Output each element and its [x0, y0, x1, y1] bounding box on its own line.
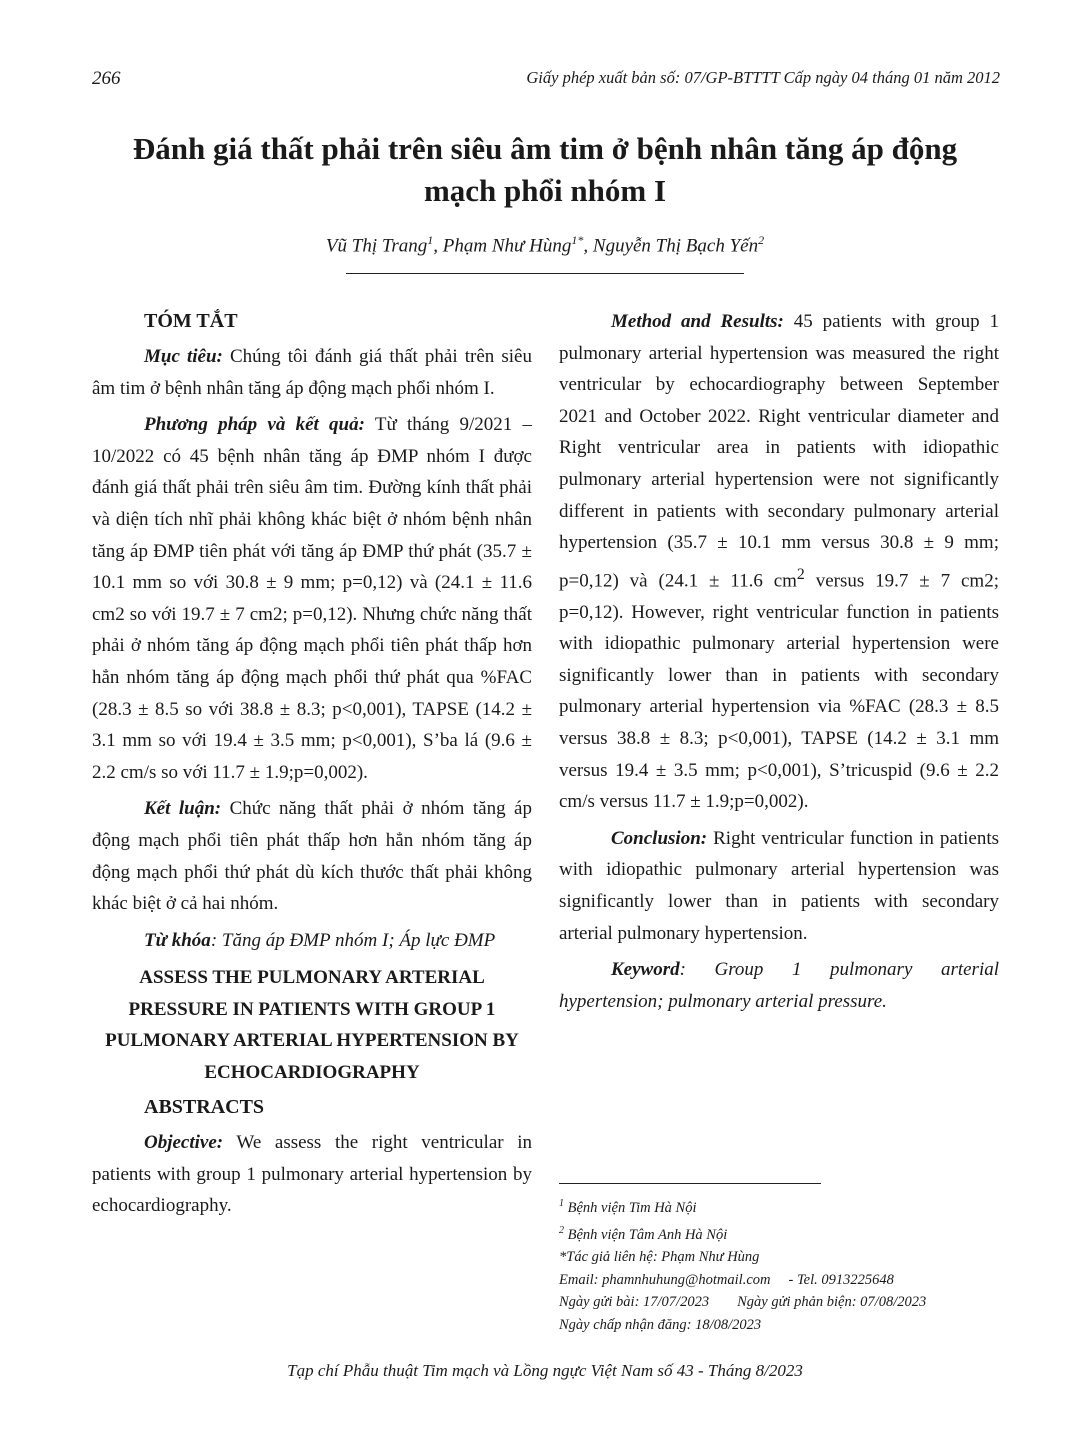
- superscript-2: 2: [796, 565, 805, 583]
- en-abstract-heading: ABSTRACTS: [144, 1096, 265, 1119]
- vi-objective-lead: Mục tiêu:: [144, 346, 223, 367]
- article-title: Đánh giá thất phải trên siêu âm tim ở bệnh nhân tăng áp động mạch phổi nhóm I: [132, 131, 958, 208]
- author-list: Vũ Thị Trang$^1$, Phạm Như Hùng$^{1*}$, Nguyễn Thị Bạch Yến$^2$: [325, 233, 765, 257]
- vi-methods-paragraph: [92, 409, 532, 788]
- affiliation-2: [559, 1220, 999, 1247]
- footnotes: [559, 1193, 999, 1337]
- vi-objective-paragraph: [92, 341, 532, 404]
- vi-keywords-paragraph: [92, 925, 532, 957]
- dates-line: [559, 1291, 999, 1314]
- en-keywords-paragraph: [559, 954, 999, 1017]
- right-column: [559, 306, 999, 1017]
- journal-footer: Tạp chí Phẫu thuật Tim mạch và Lồng ngực Việt Nam số 43 - Tháng 8/2023: [287, 1361, 803, 1380]
- contact-line: [559, 1269, 999, 1292]
- corresponding-author: *Tác giả liên hệ: Phạm Như Hùng: [559, 1249, 760, 1266]
- author-name: Nguyễn Thị Bạch Yến: [592, 235, 759, 257]
- email-text: Email: phamnhuhung@hotmail.com: [559, 1271, 771, 1288]
- en-methods-lead: Method and Results:: [611, 311, 784, 332]
- en-article-title: ASSESS THE PULMONARY ARTERIAL PRESSURE IN PATIENTS WITH GROUP 1 PULMONARY ARTERIAL HYPERTENSION BY ECHOCARDIOGRAPHY: [105, 967, 519, 1083]
- en-conclusion-paragraph: [559, 823, 999, 949]
- en-objective-text: We assess the right ventricular in patients with group 1 pulmonary arterial hypertension by echocardiography.: [92, 1132, 532, 1217]
- affiliation-text: Bệnh viện Tâm Anh Hà Nội: [564, 1226, 728, 1243]
- vi-conclusion-lead: Kết luận:: [144, 798, 222, 820]
- en-keywords-text: : Group 1 pulmonary arterial hypertension; pulmonary arterial pressure.: [559, 959, 999, 1012]
- en-keywords-lead: Keyword: [611, 959, 680, 981]
- en-objective-paragraph: [92, 1127, 532, 1222]
- left-column: [92, 306, 532, 1222]
- review-date: Ngày gửi phản biện: 07/08/2023: [737, 1294, 927, 1311]
- vi-keywords-text: : Tăng áp ĐMP nhóm I; Áp lực ĐMP: [210, 929, 496, 951]
- page-number: 266: [92, 68, 121, 89]
- vi-methods-lead: Phương pháp và kết quả:: [144, 414, 365, 436]
- author-affiliation-mark: 1: [427, 233, 434, 247]
- title-divider: [346, 273, 744, 274]
- vi-conclusion-text: Chức năng thất phải ở nhóm tăng áp động mạch phổi tiên phát thấp hơn hẳn nhóm tăng áp động mạch phổi thứ phát dù kích thước thất phải không khác biệt ở cả hai nhóm.: [92, 798, 532, 915]
- author-affiliation-mark: 1*: [571, 233, 584, 247]
- vi-conclusion-paragraph: [92, 793, 532, 919]
- vi-objective-text: Chúng tôi đánh giá thất phải trên siêu âm tim ở bệnh nhân tăng áp động mạch phổi nhóm I.: [92, 346, 532, 399]
- author-name: Phạm Như Hùng: [442, 235, 572, 257]
- affiliation-text: Bệnh viện Tim Hà Nội: [564, 1199, 697, 1216]
- affiliation-1: [559, 1193, 999, 1220]
- vi-abstract-heading: TÓM TẮT: [144, 310, 238, 332]
- en-conclusion-text: Right ventricular function in patients with idiopathic pulmonary arterial hypertension was significantly lower than in patients with secondary arterial pulmonary hypertension.: [559, 827, 999, 944]
- footnote-divider: [559, 1183, 821, 1184]
- accepted-date: Ngày chấp nhận đăng: 18/08/2023: [559, 1317, 762, 1334]
- author-name: Vũ Thị Trang: [325, 235, 428, 257]
- en-methods-paragraph: [559, 306, 999, 818]
- vi-keywords-lead: Từ khóa: [144, 929, 211, 951]
- en-methods-text: 45 patients with group 1 pulmonary arterial hypertension was measured the right ventricular by echocardiography between September 2021 and October 2022. Right ventricular diameter and Right ventricular area in patients with idiopathic pulmonary arterial hypertension were not significantly different in patients with secondary pulmonary arterial hypertension (35.7 ± 10.1 mm versus 30.8 ± 9 mm; p=0,12) và (24.1 ± 11.6 cm: [559, 311, 999, 592]
- affiliation-mark: 1: [559, 1198, 564, 1209]
- submitted-date: Ngày gửi bài: 17/07/2023: [559, 1294, 710, 1311]
- affiliation-mark: 2: [559, 1224, 564, 1236]
- en-objective-lead: Objective:: [144, 1132, 224, 1154]
- en-methods-text-continued: versus 19.7 ± 7 cm2; p=0,12). However, right ventricular function in patients with idiopathic pulmonary arterial hypertension were significantly lower than in patients with secondary pulmonary arterial hypertension via %FAC (28.3 ± 8.5 versus 38.8 ± 8.3; p<0,001), TAPSE (14.2 ± 3.1 mm versus 19.4 ± 3.5 mm; p<0,001), S’tricuspid (9.6 ± 2.2 cm/s versus 11.7 ± 1.9;p=0,002).: [559, 570, 999, 813]
- en-conclusion-lead: Conclusion:: [611, 827, 708, 849]
- phone-text: - Tel. 0913225648: [788, 1271, 894, 1288]
- license-line: Giấy phép xuất bản số: 07/GP-BTTTT Cấp ngày 04 tháng 01 năm 2012: [526, 68, 1000, 87]
- author-affiliation-mark: 2: [758, 233, 765, 247]
- vi-methods-text: Từ tháng 9/2021 – 10/2022 có 45 bệnh nhân tăng áp ĐMP nhóm I được đánh giá thất phải trên siêu âm tim. Đường kính thất phải và diện tích nhĩ phải không khác biệt ở nhóm bệnh nhân tăng áp ĐMP tiên phát với tăng áp ĐMP thứ phát (35.7 ± 10.1 mm so với 30.8 ± 9 mm; p=0,12) và (24.1 ± 11.6 cm2 so với 19.7 ± 7 cm2; p=0,12). Nhưng chức năng thất phải ở nhóm tăng áp động mạch phổi tiên phát thấp hơn hẳn nhóm tăng áp động mạch phổi thứ phát qua %FAC (28.3 ± 8.5 so với 38.8 ± 8.3; p<0,001), TAPSE (14.2 ± 3.1 mm so với 19.4 ± 3.5 mm; p<0,001), S’ba lá (9.6 ± 2.2 cm/s so với 11.7 ± 1.9;p=0,002).: [92, 414, 532, 783]
